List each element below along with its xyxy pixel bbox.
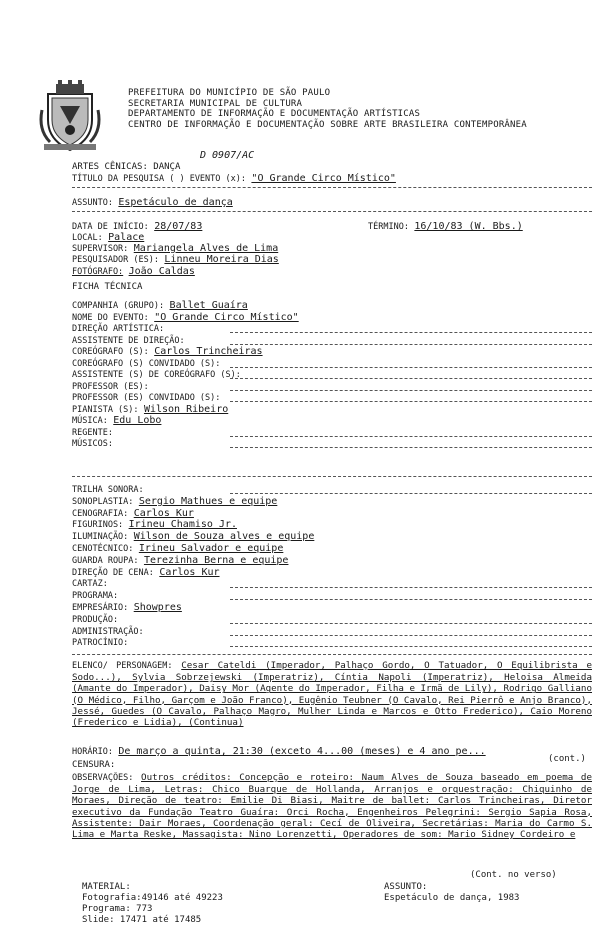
footer-assunto-value: Espetáculo de dança, 1983 bbox=[384, 893, 520, 903]
field-row bbox=[72, 567, 220, 579]
field-row bbox=[72, 637, 128, 649]
blank-field-line bbox=[230, 623, 592, 624]
field-value: Terezinha Berna e equipe bbox=[143, 554, 289, 566]
field-value: Edu Lobo bbox=[113, 415, 162, 426]
titulo-row bbox=[72, 173, 396, 185]
observacoes-block bbox=[72, 772, 592, 868]
pesquisador-value: Linneu Moreira Dias bbox=[164, 254, 279, 265]
blank-field-line bbox=[230, 447, 592, 448]
elenco-block bbox=[72, 660, 592, 746]
field-row bbox=[72, 369, 241, 381]
field-value: Wilson de Souza alves e equipe bbox=[133, 531, 315, 543]
field-row bbox=[72, 392, 220, 404]
field-value: "O Grande Circo Místico" bbox=[154, 311, 299, 323]
field-value: Irineu Chamiso Jr. bbox=[128, 519, 237, 531]
field-row bbox=[72, 484, 144, 496]
divider bbox=[72, 187, 592, 188]
field-row bbox=[72, 427, 113, 439]
field-value: Ballet Guaíra bbox=[169, 300, 248, 311]
ficha-tecnica-heading: FICHA TÉCNICA bbox=[72, 282, 143, 292]
field-value: Showpres bbox=[133, 602, 182, 613]
horario-row bbox=[72, 746, 486, 758]
field-label: GUARDA ROUPA: bbox=[72, 555, 139, 566]
material-section bbox=[82, 882, 223, 926]
blank-field-line bbox=[230, 401, 592, 402]
field-label: EMPRESÁRIO: bbox=[72, 603, 129, 613]
fotografo-row bbox=[72, 266, 195, 278]
assunto-row bbox=[72, 197, 233, 209]
field-label: COREÓGRAFO (S) CONVIDADO (S): bbox=[72, 358, 221, 369]
fotografo-value: João Caldas bbox=[128, 266, 195, 277]
field-row bbox=[72, 626, 144, 638]
field-row bbox=[72, 346, 263, 358]
material-line: Programa: 773 bbox=[82, 904, 153, 914]
institution-header bbox=[128, 88, 527, 130]
horario-label: HORÁRIO: bbox=[72, 747, 113, 757]
field-row bbox=[72, 519, 237, 531]
field-label: DIREÇÃO ARTÍSTICA: bbox=[72, 324, 165, 334]
field-label: MÚSICOS: bbox=[72, 439, 113, 449]
field-label: CENOTÉCNICO: bbox=[72, 544, 134, 554]
area-label: ARTES CÊNICAS: DANÇA bbox=[72, 162, 181, 172]
field-row bbox=[72, 300, 248, 312]
field-value: Sergio Mathues e equipe bbox=[138, 495, 278, 507]
field-row bbox=[72, 555, 288, 567]
field-value: Carlos Kur bbox=[133, 507, 194, 519]
assunto-label: ASSUNTO: bbox=[72, 198, 113, 208]
titulo-value: "O Grande Circo Místico" bbox=[251, 173, 396, 184]
field-label: PROFESSOR (ES): bbox=[72, 381, 149, 392]
field-value: Carlos Kur bbox=[159, 566, 220, 578]
field-label: PROGRAMA: bbox=[72, 591, 119, 602]
blank-field-line bbox=[230, 390, 592, 391]
titulo-label: TÍTULO DA PESQUISA ( ) EVENTO (x): bbox=[72, 174, 246, 184]
footer-assunto-label: ASSUNTO: bbox=[384, 882, 428, 892]
field-label: ASSISTENTE DE DIREÇÃO: bbox=[72, 335, 185, 346]
fotografo-label: FOTÓGRAFO: bbox=[72, 267, 124, 277]
field-label: CARTAZ: bbox=[72, 579, 108, 590]
field-row bbox=[72, 602, 182, 614]
field-row bbox=[72, 381, 149, 393]
field-label: COMPANHIA (GRUPO): bbox=[72, 301, 165, 311]
field-label: REGENTE: bbox=[72, 427, 113, 438]
horario-value: De março a quinta, 21:30 (exceto 4...00 (meses) e 4 ano pe... bbox=[118, 746, 486, 757]
city-coat-of-arms-icon bbox=[38, 80, 102, 152]
pesquisador-row bbox=[72, 254, 279, 266]
divider bbox=[72, 211, 592, 212]
data-inicio-value: 28/07/83 bbox=[154, 221, 203, 232]
field-row bbox=[72, 496, 277, 508]
field-label: NOME DO EVENTO: bbox=[72, 312, 149, 323]
field-row bbox=[72, 543, 283, 555]
header-line: SECRETARIA MUNICIPAL DE CULTURA bbox=[128, 98, 303, 109]
field-label: MÚSICA: bbox=[72, 416, 108, 426]
elenco-label: ELENCO/ PERSONAGEM: bbox=[72, 661, 173, 671]
field-row bbox=[72, 358, 220, 370]
header-line: DEPARTAMENTO DE INFORMAÇÃO E DOCUMENTAÇÃO ARTÍSTICAS bbox=[128, 109, 421, 119]
supervisor-label: SUPERVISOR: bbox=[72, 244, 129, 254]
field-row bbox=[72, 404, 228, 416]
observacoes-label: OBSERVAÇÕES: bbox=[72, 773, 134, 783]
field-label: PROFESSOR (ES) CONVIDADO (S): bbox=[72, 393, 221, 403]
field-row bbox=[72, 323, 164, 335]
blank-field-line bbox=[230, 587, 592, 588]
field-label: TRILHA SONORA: bbox=[72, 485, 144, 495]
field-label: PIANISTA (S): bbox=[72, 404, 139, 415]
field-row bbox=[72, 531, 314, 543]
field-value: Wilson Ribeiro bbox=[143, 403, 229, 415]
material-label: MATERIAL: bbox=[82, 882, 131, 892]
termino-row bbox=[368, 221, 523, 233]
material-line: Slide: 17471 até 17485 bbox=[82, 915, 202, 925]
blank-field-line bbox=[230, 378, 592, 379]
field-label: CENOGRAFIA: bbox=[72, 508, 129, 519]
divider bbox=[72, 654, 592, 655]
supervisor-value: Mariangela Alves de Lima bbox=[133, 243, 279, 254]
footer-assunto-section bbox=[384, 882, 519, 904]
field-label: DIREÇÃO DE CENA: bbox=[72, 567, 154, 578]
field-row bbox=[72, 578, 108, 590]
field-label: COREÓGRAFO (S): bbox=[72, 347, 149, 357]
header-line: CENTRO DE INFORMAÇÃO E DOCUMENTAÇÃO SOBRE ARTE BRASILEIRA CONTEMPORÂNEA bbox=[128, 119, 527, 130]
field-label: ADMINISTRAÇÃO: bbox=[72, 626, 144, 637]
field-label: PATROCÍNIO: bbox=[72, 638, 129, 649]
field-row bbox=[72, 335, 185, 347]
material-line: Fotografia:49146 até 49223 bbox=[82, 893, 223, 903]
termino-label: TÉRMINO: bbox=[368, 222, 409, 232]
field-row bbox=[72, 614, 118, 626]
field-label: PRODUÇÃO: bbox=[72, 614, 119, 625]
blank-field-line bbox=[230, 635, 592, 636]
blank-field-line bbox=[230, 367, 592, 368]
blank-field-line bbox=[230, 646, 592, 647]
field-row bbox=[72, 590, 118, 602]
field-row bbox=[72, 312, 299, 324]
termino-value: 16/10/83 (W. Bbs.) bbox=[414, 221, 523, 232]
field-label: ILUMINAÇÃO: bbox=[72, 532, 129, 543]
field-row bbox=[72, 438, 113, 450]
divider bbox=[72, 476, 592, 477]
blank-field-line bbox=[230, 332, 592, 333]
local-label: LOCAL: bbox=[72, 233, 103, 243]
record-code: D 0907/AC bbox=[200, 150, 255, 161]
field-label: ASSISTENTE (S) DE COREÓGRAFO (S): bbox=[72, 370, 241, 380]
pesquisador-label: PESQUISADOR (ES): bbox=[72, 255, 159, 265]
blank-field-line bbox=[230, 493, 592, 494]
data-inicio-label: DATA DE INÍCIO: bbox=[72, 222, 149, 232]
field-row bbox=[72, 508, 194, 520]
blank-field-line bbox=[230, 599, 592, 600]
field-row bbox=[72, 415, 161, 427]
censura-label: CENSURA: bbox=[72, 760, 116, 770]
horario-continued: (cont.) bbox=[548, 754, 586, 764]
continued-on-back: (Cont. no verso) bbox=[470, 870, 557, 880]
field-value: Carlos Trincheiras bbox=[154, 346, 263, 357]
header-line: PREFEITURA DO MUNICÍPIO DE SÃO PAULO bbox=[128, 88, 331, 98]
field-label: SONOPLASTIA: bbox=[72, 496, 134, 507]
field-value: Irineu Salvador e equipe bbox=[138, 543, 284, 554]
elenco-text: Cesar Cateldi (Imperador, Palhaço Gordo, O Tatuador, O Equilibrista e Sodo...), Sylvia Sobrzejewski (Imperatriz), Cíntia Napoli (Imperatriz), Heloisa Almeida (Amante do Imperador), Daisy Mor (Agente do Imperador, Filha e Irmã de Lily), Rodrigo Galliano (O Médico, Filho, Garçom e João Franco), Eugênio Teubner (O Cavalo, Rei Pierrô e Anjo Branco), Jessé, Guedes (O Cavalo, Palhaço Magro, Mulher Linda e Marcos e Otto Frederico), Caio Moreno (Frederico e Lidia), (Continua) bbox=[72, 660, 592, 729]
assunto-value: Espetáculo de dança bbox=[118, 197, 233, 208]
blank-field-line bbox=[230, 436, 592, 437]
blank-field-line bbox=[230, 344, 592, 345]
local-value: Palace bbox=[108, 232, 145, 243]
observacoes-text: Outros créditos: Concepção e roteiro: Naum Alves de Souza baseado em poema de Jorge de Lima, Letras: Chico Buarque de Hollanda, Arranjos e orquestração: Chiquinho de Moraes, Direção de teatro: Emilie Di Biasi, Maitre de ballet: Carlos Trincheiras, Diretor executivo da Fundação Teatro Guaíra: Orci Rocha, Engenheiros Pelegrini: Sergio Sapia Rosa, Assistente: Dair Moraes, Coordenação geral: Cecí de Oliveira, Secretárias: Maria do Carmo S. Lima e Marta Reske, Massagista: Nino Lorenzetti, Operadores de som: Mario Sidney Cordeiro e bbox=[72, 772, 592, 841]
field-label: FIGURINOS: bbox=[72, 520, 124, 531]
